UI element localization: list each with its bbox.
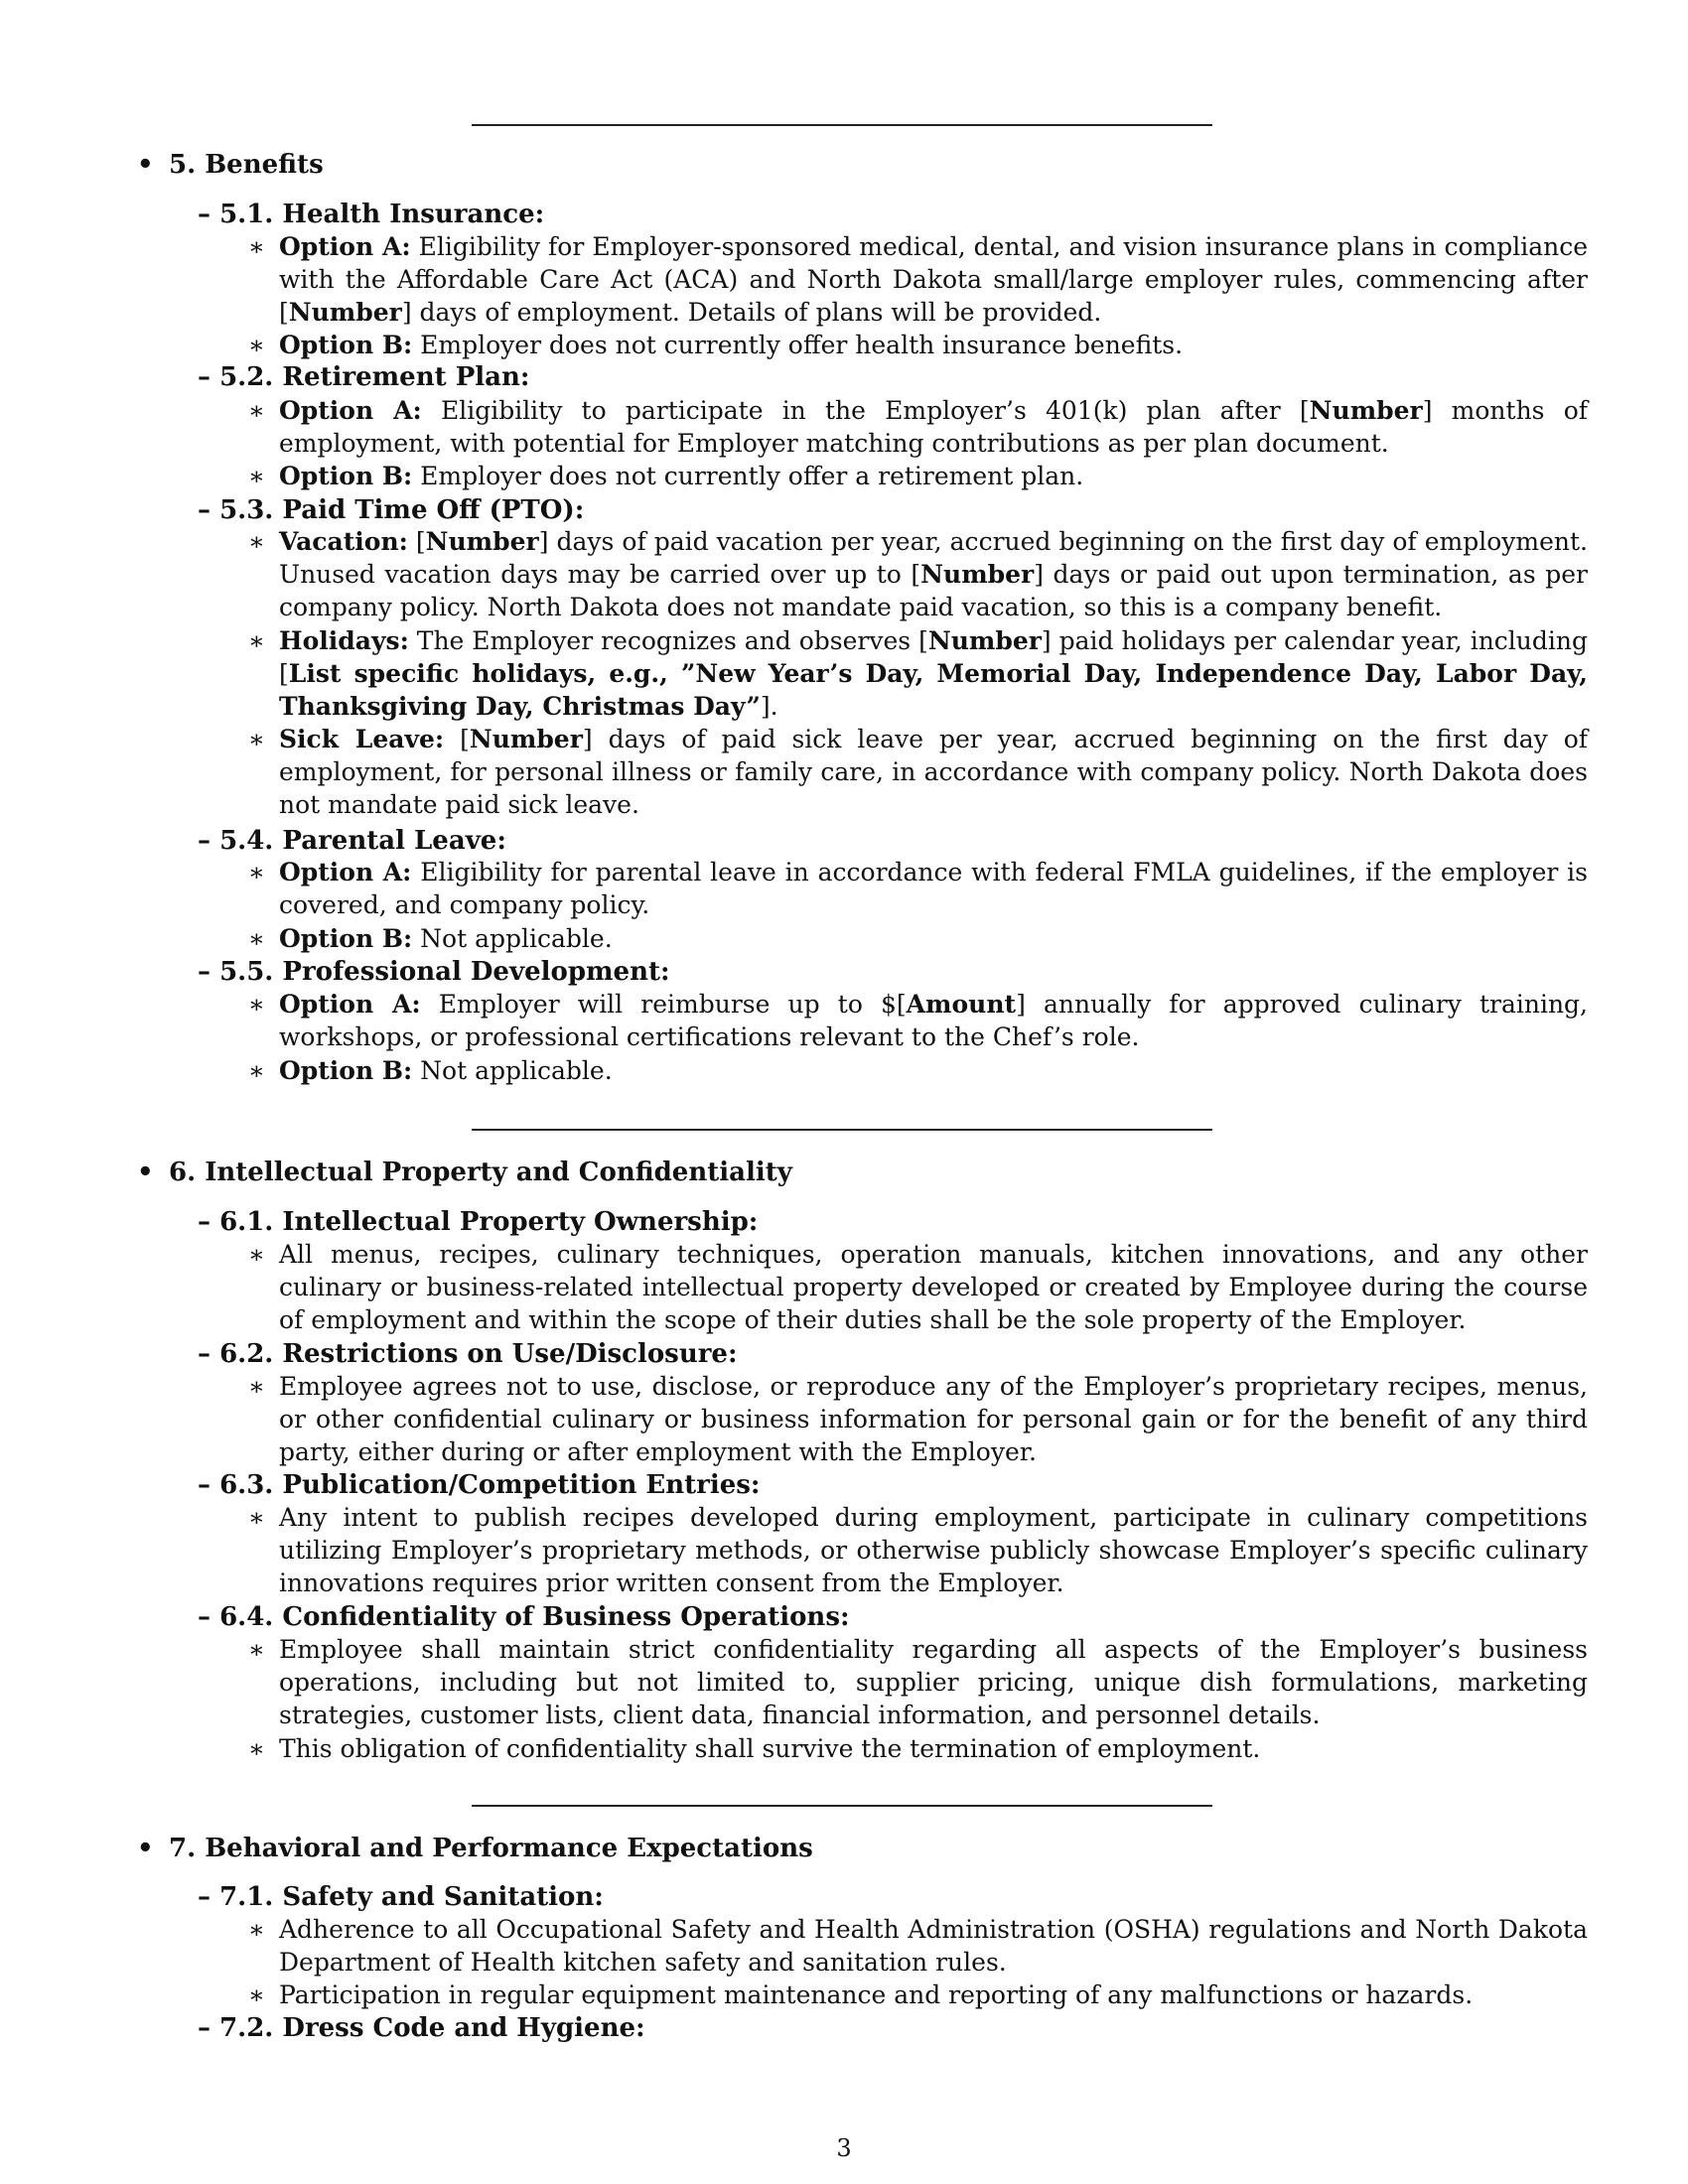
subsection-7-1 — [198, 1880, 1588, 1914]
subsection-title: 5.5. Professional Development: — [219, 957, 670, 987]
dash-icon: – — [198, 1602, 211, 1632]
subsection-title: 5.1. Health Insurance: — [219, 200, 545, 229]
bullet-icon: • — [137, 1834, 154, 1863]
page-number: 3 — [836, 2134, 852, 2162]
subsection-5-5 — [198, 955, 1588, 989]
item-text: The Employer recognizes and observes [ — [408, 626, 928, 655]
placeholder-field: Number — [1309, 396, 1423, 425]
section-title: 7. Behavioral and Performance Expectations — [169, 1834, 813, 1863]
item-text: All menus, recipes, culinary techniques, operation manuals, kitchen innovations, and any other culinary or business-related intellectual property developed or created by Employee during the course of employment and within the scope of their duties shall be the sole property of the Employer. — [279, 1240, 1588, 1334]
item-label: Option A: — [279, 858, 412, 887]
placeholder-field: Number — [927, 626, 1042, 655]
item-label: Option B: — [279, 331, 413, 359]
item-text: ] paid holidays per calendar year, including [ — [279, 626, 1589, 688]
subsection-title: 6.3. Publication/Competition Entries: — [219, 1470, 761, 1500]
subsection-5-4 — [198, 824, 1588, 858]
section-title: 6. Intellectual Property and Confidentiality — [169, 1158, 792, 1187]
item-text: This obligation of confidentiality shall survive the termination of employment. — [279, 1734, 1261, 1763]
item-label: Option A: — [279, 990, 421, 1019]
item-text: Employer does not currently offer health insurance benefits. — [412, 331, 1184, 359]
subsection-6-4 — [198, 1600, 1588, 1634]
dash-icon: – — [198, 200, 211, 229]
star-icon: ∗ — [248, 527, 265, 556]
star-icon: ∗ — [248, 331, 265, 359]
star-icon: ∗ — [248, 1980, 265, 2009]
star-icon: ∗ — [248, 1734, 265, 1763]
subsection-title: 5.4. Parental Leave: — [219, 826, 506, 856]
star-icon: ∗ — [248, 1372, 265, 1401]
bullet-icon: • — [137, 1158, 154, 1187]
star-icon: ∗ — [248, 990, 265, 1019]
item-text: Employer does not currently offer a retirement plan. — [412, 462, 1084, 490]
item-text: ] days or paid out upon termination, as per company policy. North Dakota does not mandate paid vacation, so this is a company benefit. — [279, 560, 1588, 621]
dash-icon: – — [198, 495, 211, 525]
item-text: ] months of employment, with potential for Employer matching contributions as per plan document. — [279, 396, 1589, 458]
star-icon: ∗ — [248, 1915, 265, 1944]
item-text: Not applicable. — [412, 1056, 613, 1085]
subsection-title: 5.2. Retirement Plan: — [219, 362, 530, 392]
item-label: Option A: — [279, 232, 411, 261]
item-text: [ — [407, 527, 426, 556]
subsection-6-2 — [198, 1337, 1588, 1371]
item-text: Employer will reimburse up to $[ — [420, 990, 907, 1019]
item-text: ] days of paid sick leave per year, accrued beginning on the first day of employment, for personal illness or family care, in accordance with company policy. North Dakota does not mandate paid sick leave. — [279, 725, 1588, 819]
placeholder-field: List specific holidays, e.g., ”New Year’s Day, Memorial Day, Independence Day, Labor Day, Thanksgiving Day, Christmas Day” — [279, 659, 1588, 721]
subsection-6-1 — [198, 1205, 1588, 1239]
dash-icon: – — [198, 1207, 211, 1237]
subsection-title: 7.1. Safety and Sanitation: — [219, 1882, 604, 1912]
item-label: Option B: — [279, 1056, 413, 1085]
item-label: Holidays: — [279, 626, 409, 655]
item-text: ] days of paid vacation per year, accrued beginning on the first day of employment. Unused vacation days may be carried over up to [ — [279, 527, 1588, 589]
section-divider — [472, 124, 1212, 126]
item-text: Eligibility for Employer-sponsored medical, dental, and vision insurance plans in compliance with the Affordable Care Act (ACA) and North Dakota small/large employer rules, commencing after [ — [279, 232, 1589, 327]
item-text: Not applicable. — [412, 924, 613, 953]
subsection-5-3 — [198, 493, 1588, 527]
item-text: Participation in regular equipment maintenance and reporting of any malfunctions or hazards. — [279, 1980, 1474, 2009]
item-label: Option B: — [279, 924, 413, 953]
item-text: ]. — [760, 692, 778, 721]
subsection-title: 6.2. Restrictions on Use/Disclosure: — [219, 1339, 738, 1369]
dash-icon: – — [198, 1339, 211, 1369]
placeholder-field: Number — [288, 298, 402, 327]
subsection-7-2 — [198, 2011, 1588, 2045]
section-divider — [472, 1805, 1212, 1807]
star-icon: ∗ — [248, 626, 265, 655]
item-label: Sick Leave: — [279, 725, 445, 753]
item-label: Vacation: — [279, 527, 408, 556]
star-icon: ∗ — [248, 924, 265, 953]
dash-icon: – — [198, 2013, 211, 2043]
subsection-title: 6.1. Intellectual Property Ownership: — [219, 1207, 759, 1237]
star-icon: ∗ — [248, 1056, 265, 1085]
star-icon: ∗ — [248, 1635, 265, 1664]
star-icon: ∗ — [248, 725, 265, 753]
subsection-5-1 — [198, 198, 1588, 231]
item-text: Eligibility for parental leave in accordance with federal FMLA guidelines, if the employer is covered, and company policy. — [279, 858, 1589, 919]
star-icon: ∗ — [248, 396, 265, 425]
item-text: Any intent to publish recipes developed during employment, participate in culinary competitions utilizing Employer’s proprietary methods, or otherwise publicly showcase Employer’s specific culinary innovations requires prior written consent from the Employer. — [279, 1503, 1588, 1597]
item-label: Option A: — [279, 396, 422, 425]
placeholder-field: Number — [469, 725, 583, 753]
item-text: Adherence to all Occupational Safety and Health Administration (OSHA) regulations and North Dakota Department of Health kitchen safety and sanitation rules. — [279, 1915, 1588, 1977]
bullet-icon: • — [137, 150, 154, 180]
item-text: ] annually for approved culinary training, workshops, or professional certifications relevant to the Chef’s role. — [279, 990, 1588, 1051]
subsection-title: 7.2. Dress Code and Hygiene: — [219, 2013, 645, 2043]
dash-icon: – — [198, 1882, 211, 1912]
item-text: Eligibility to participate in the Employer’s 401(k) plan after [ — [421, 396, 1310, 425]
item-text: ] days of employment. Details of plans will be provided. — [401, 298, 1102, 327]
star-icon: ∗ — [248, 462, 265, 490]
placeholder-field: Amount — [906, 990, 1017, 1019]
placeholder-field: Number — [920, 560, 1035, 589]
dash-icon: – — [198, 826, 211, 856]
subsection-5-2 — [198, 360, 1588, 394]
section-divider — [472, 1129, 1212, 1131]
section-title: 5. Benefits — [169, 150, 324, 180]
star-icon: ∗ — [248, 1503, 265, 1532]
dash-icon: – — [198, 1470, 211, 1500]
subsection-title: 5.3. Paid Time Off (PTO): — [219, 495, 585, 525]
item-text: Employee agrees not to use, disclose, or reproduce any of the Employer’s proprietary recipes, menus, or other confidential culinary or business information for personal gain or for the benefit of any third party, either during or after employment with the Employer. — [279, 1372, 1588, 1466]
dash-icon: – — [198, 362, 211, 392]
star-icon: ∗ — [248, 232, 265, 261]
subsection-title: 6.4. Confidentiality of Business Operations: — [219, 1602, 850, 1632]
item-label: Option B: — [279, 462, 413, 490]
star-icon: ∗ — [248, 858, 265, 887]
placeholder-field: Number — [425, 527, 539, 556]
item-text: Employee shall maintain strict confidentiality regarding all aspects of the Employer’s business operations, including but not limited to, supplier pricing, unique dish formulations, marketing strategies, customer lists, client data, financial information, and personnel details. — [279, 1635, 1588, 1729]
subsection-6-3 — [198, 1468, 1588, 1502]
dash-icon: – — [198, 957, 211, 987]
star-icon: ∗ — [248, 1240, 265, 1269]
item-text: [ — [444, 725, 470, 753]
